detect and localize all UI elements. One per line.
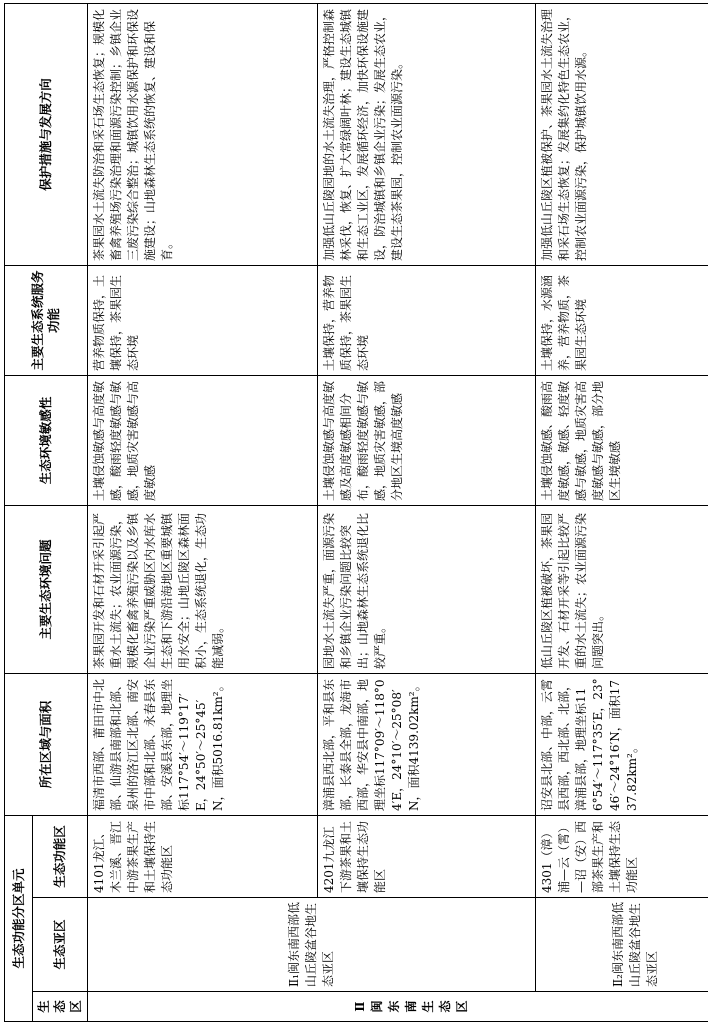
header-problems: 主要生态环境问题 <box>5 505 88 673</box>
table-row <box>88 3 318 1021</box>
subzone-cell: Ⅱ₁闽东南西部低山丘陵盆谷地生态亚区 <box>88 898 536 992</box>
eco-function-table <box>4 3 708 1022</box>
header-zone: 生态区 <box>33 992 88 1022</box>
services-cell: 营养物质保持，土壤保持，茶果园生态环境 <box>88 265 318 375</box>
header-location: 所在区域与面积 <box>5 673 88 815</box>
sensitivity-cell: 土壤侵蚀敏感、酸雨高度敏感，敏感、轻度敏感与敏感，地质灾害高度敏感与敏感，部分地区生境敏感 <box>536 375 708 505</box>
function-area-cell: 4301（漳）浦—云（霄）—诏（安）西部茶果生产和土壤保持生态功能区 <box>536 815 708 897</box>
measures-cell: 加强低山丘陵园地的水土流失治理，严格控制森林采伐，恢复、扩大常绿阔叶林；建设生态城镇和生态工业区，发展循环经济，加快环保设施建设，防治城镇和乡镇企业污染；发展生态农业，建设生态茶果园，控制农业面源污染。 <box>318 3 536 265</box>
header-measures: 保护措施与发展方向 <box>5 3 88 265</box>
header-services: 主要生态系统服务功能 <box>5 265 88 375</box>
measures-cell: 茶果园水土流失防治和采石场生态恢复；规模化畜禽养殖场污染治理和面源污染控制；乡镇企业三废污染综合整治；城镇饮用水源保护和环保设施建设；山地森林生态系统的恢复、建设和保育。 <box>88 3 318 265</box>
location-cell: 福清市西部、莆田市中北部、仙游县南部和北部、泉州的洛江区北部、南安市中部和北部、永春县东部、安溪县东部，地理坐标117°54′～119°17′E，24°50′～25°45′N，面积5016.81km²。 <box>88 673 318 815</box>
services-cell: 土壤保持，营养物质保持，茶果园生态环境 <box>318 265 536 375</box>
location-cell: 漳浦县西北部，平和县东部，长泰县全部，龙海市西部，华安县中南部，地理坐标117°09′～118°04′E，24°10′～25°08′N，面积4139.02km²。 <box>318 673 536 815</box>
sensitivity-cell: 土壤侵蚀敏感与高度敏感及高度敏感相间分布，酸雨轻度敏感与敏感，地质灾害敏感，部分地区生境高度敏感 <box>318 375 536 505</box>
subzone-cell: Ⅱ₂闽东南西部低山丘陵盆谷地生态亚区 <box>536 898 708 992</box>
problems-cell: 园地水土流失严重，面源污染和乡镇企业污染问题比较突出；山地森林生态系统退化比较严重。 <box>318 505 536 673</box>
zone-cell: Ⅱ闽东南生态区 <box>88 992 708 1022</box>
function-area-cell: 4101龙江、木兰溪、晋江中游茶果生产和土壤保持生态功能区 <box>88 815 318 897</box>
table-row <box>536 3 708 1021</box>
header-sensitivity: 生态环境敏感性 <box>5 375 88 505</box>
function-area-cell: 4201九龙江下游茶果和土壤保持生态功能区 <box>318 815 536 897</box>
sensitivity-cell: 土壤侵蚀敏感与高度敏感，酸雨轻度敏感与敏感，地质灾害敏感与高度敏感 <box>88 375 318 505</box>
problems-cell: 茶果园开发和石材开采引起严重水土流失；农业面源污染，规模化畜禽养殖污染以及乡镇企业污染严重威胁区内水库水生态和下游沿海地区重要城镇用水安全；山地丘陵区森林面积小，生态系统退化，生态功能减弱。 <box>88 505 318 673</box>
location-cell: 诏安县北部、中部，云霄县西部，西北部、北部，漳浦县部，地理坐标116°54′～117°35′E，23°46′～24°16′N，面积1737.82km²。 <box>536 673 708 815</box>
services-cell: 土壤保持，水源涵养，营养物质，茶果园生态环境 <box>536 265 708 375</box>
table-row <box>318 3 536 1021</box>
measures-cell: 加强低山丘陵区植被保护、茶果园水土流失治理和采石场生态恢复；发展集约化特色生态农业，控制农业面源污染，保护城镇饮用水源。 <box>536 3 708 265</box>
header-subzone: 生态亚区 <box>33 898 88 992</box>
header-group: 生态功能分区单元 <box>5 815 33 1021</box>
header-function-area: 生态功能区 <box>33 815 88 897</box>
problems-cell: 低山丘陵区植被破坏，茶果园开发、石材开采等引起比较严重的水土流失；农业面源污染问题突出。 <box>536 505 708 673</box>
